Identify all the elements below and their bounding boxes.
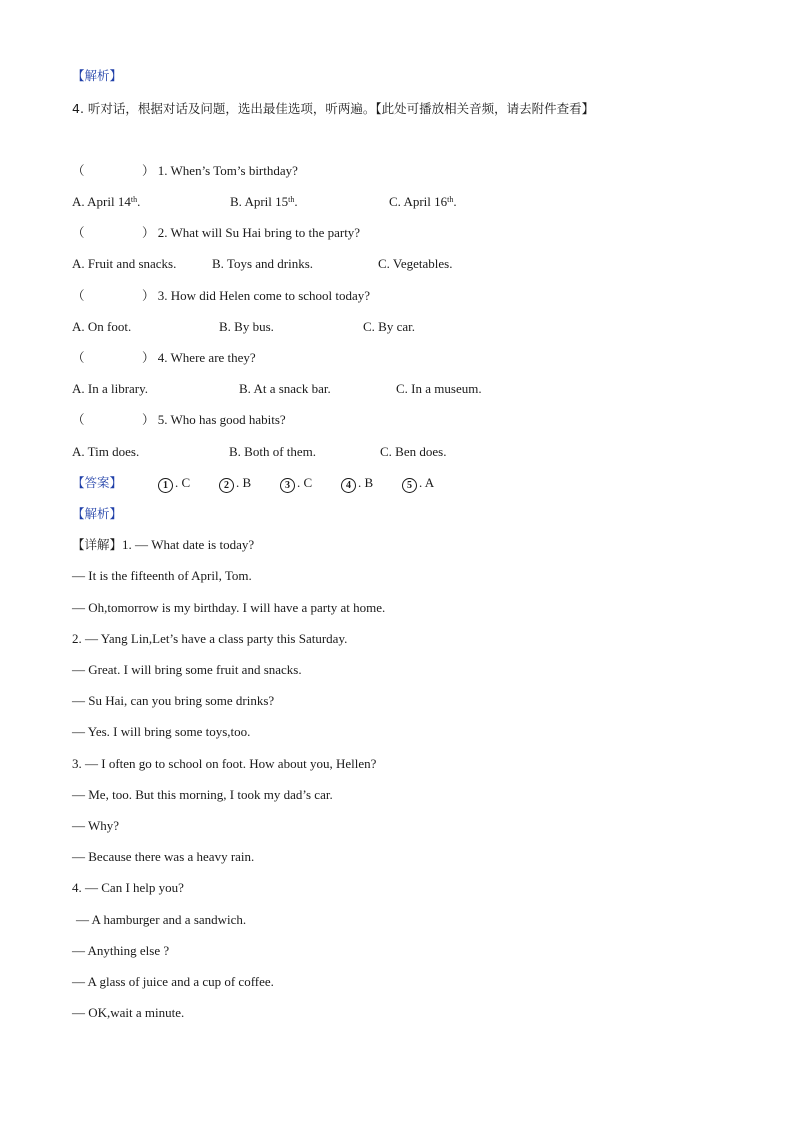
answer-paren-open: （ (72, 288, 85, 303)
option: A. Tim does. (72, 444, 140, 459)
option: B. Both of them. (229, 444, 317, 459)
detail-line: — OK,wait a minute. (72, 1005, 185, 1020)
question-text: 5. Who has good habits? (157, 412, 286, 427)
option: B. At a snack bar. (239, 381, 331, 396)
option: A. On foot. (72, 319, 132, 334)
option: B. By bus. (219, 319, 274, 334)
option: B. April 15th. (230, 194, 298, 209)
circled-number: 5 (402, 478, 417, 493)
answer-label: 【答案】 (72, 475, 123, 490)
answer-paren-open: （ (72, 350, 85, 365)
answer-item: 4 . B (341, 475, 373, 493)
option: C. April 16th. (389, 194, 457, 209)
section-heading-top: 【解析】 (72, 68, 123, 83)
detail-line: — Su Hai, can you bring some drinks? (72, 693, 275, 708)
detail-line: — A hamburger and a sandwich. (76, 912, 247, 927)
question-text: 1. When’s Tom’s birthday? (157, 163, 298, 178)
circled-number: 2 (219, 478, 234, 493)
detail-line: — It is the fifteenth of April, Tom. (72, 568, 252, 583)
answer-paren-close: ） (142, 350, 155, 365)
circled-number: 4 (341, 478, 356, 493)
answer-paren-open: （ (72, 412, 85, 427)
question-instruction: 4. 听对话，根据对话及问题，选出最佳选项，听两遍。【此处可播放相关音频，请去附件查看】 (72, 101, 595, 116)
answer-paren-close: ） (142, 288, 155, 303)
detail-line: — Because there was a heavy rain. (72, 849, 255, 864)
question-text: 2. What will Su Hai bring to the party? (157, 225, 361, 240)
detail-line: — Me, too. But this morning, I took my dad’s car. (72, 787, 333, 802)
answer-paren-open: （ (72, 163, 85, 178)
question-text: 4. Where are they? (157, 350, 256, 365)
question-item (72, 225, 360, 241)
question-text: 3. How did Helen come to school today? (157, 288, 371, 303)
option: C. Vegetables. (378, 256, 453, 271)
option: C. Ben does. (380, 444, 447, 459)
detail-line: — Oh,tomorrow is my birthday. I will have a party at home. (72, 600, 386, 615)
option: B. Toys and drinks. (212, 256, 314, 271)
question-item (72, 412, 286, 428)
option: A. Fruit and snacks. (72, 256, 177, 271)
option: C. In a museum. (396, 381, 482, 396)
answer-paren-open: （ (72, 225, 85, 240)
question-item (72, 350, 256, 366)
circled-number: 1 (158, 478, 173, 493)
circled-number: 3 (280, 478, 295, 493)
question-item (72, 163, 298, 179)
answer-item: 5 . A (402, 475, 434, 493)
detail-line: 3. — I often go to school on foot. How about you, Hellen? (72, 756, 377, 771)
answer-paren-close: ） (142, 225, 155, 240)
detail-label: 【详解】 (72, 537, 123, 552)
answer-item: 3 . C (280, 475, 312, 493)
detail-line: — Why? (72, 818, 120, 833)
answer-item: 2 . B (219, 475, 251, 493)
answer-paren-close: ） (142, 163, 155, 178)
detail-line: — A glass of juice and a cup of coffee. (72, 974, 274, 989)
detail-line: — Yes. I will bring some toys,too. (72, 724, 251, 739)
question-item (72, 288, 370, 304)
detail-line: 2. — Yang Lin,Let’s have a class party this Saturday. (72, 631, 348, 646)
answer-item: 1 . C (158, 475, 190, 493)
detail-line: 【详解】1. — What date is today? (72, 537, 255, 552)
detail-line: 4. — Can I help you? (72, 880, 184, 895)
option: C. By car. (363, 319, 415, 334)
answer-paren-close: ） (142, 412, 155, 427)
detail-line: — Great. I will bring some fruit and snacks. (72, 662, 302, 677)
option: A. In a library. (72, 381, 149, 396)
analysis-label: 【解析】 (72, 506, 123, 521)
option: A. April 14th. (72, 194, 141, 209)
detail-line: — Anything else ? (72, 943, 170, 958)
